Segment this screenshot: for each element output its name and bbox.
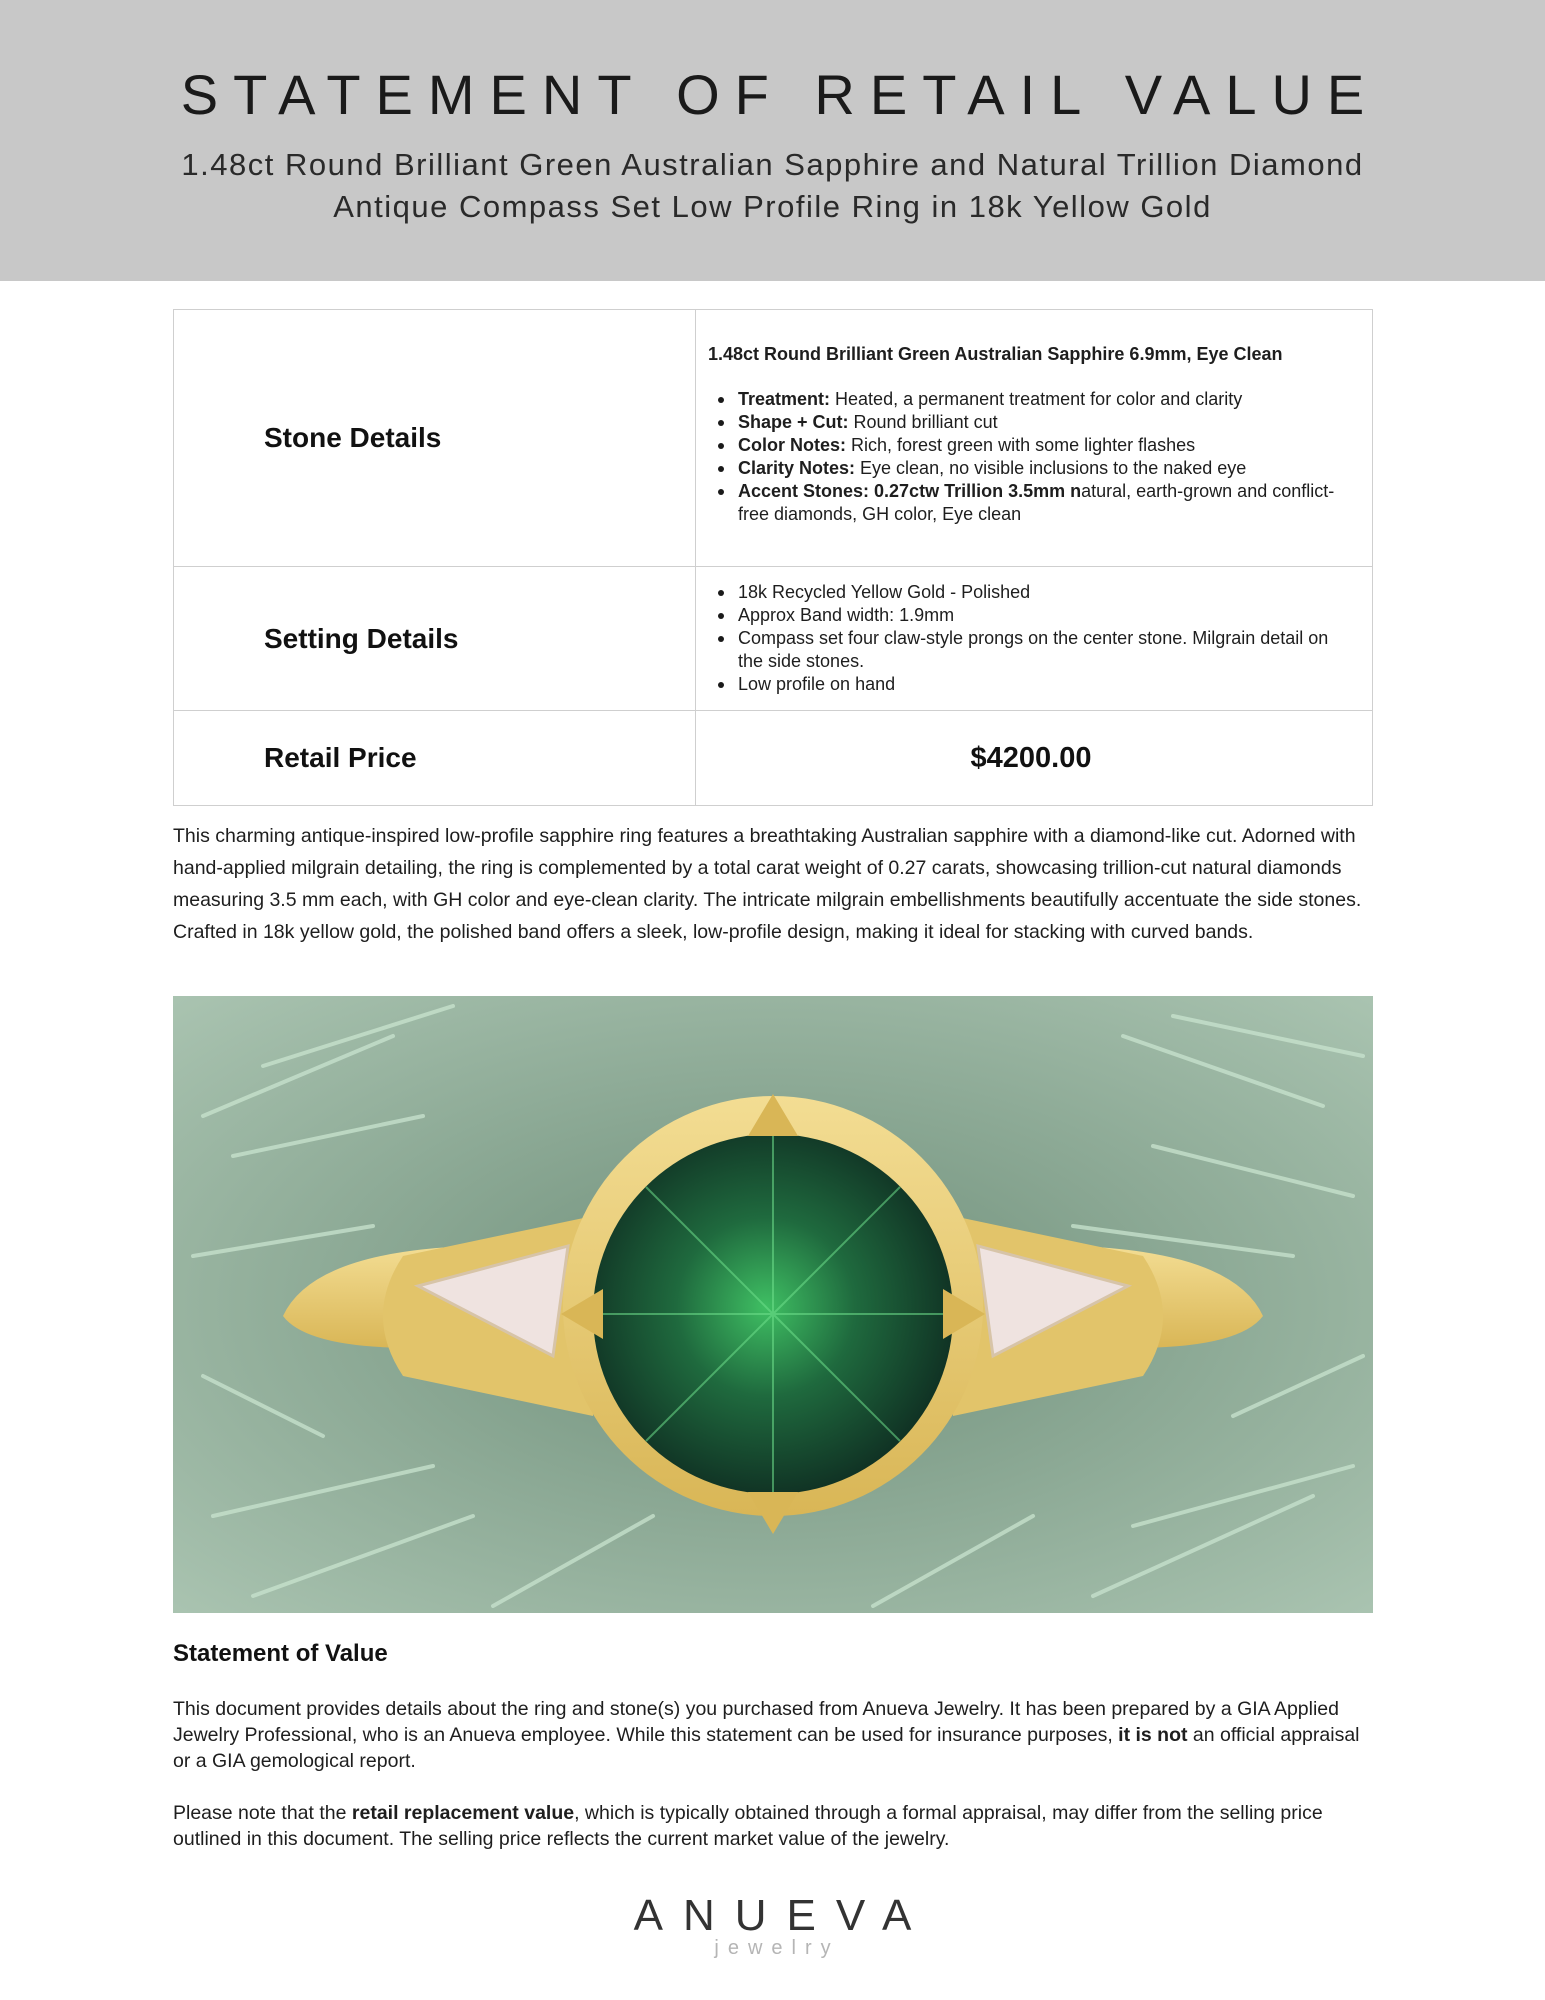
retail-price-row	[174, 711, 1373, 806]
document-title: STATEMENT OF RETAIL VALUE	[180, 63, 1380, 126]
bullet-text: Heated, a permanent treatment for color and clarity	[830, 388, 1243, 409]
retail-price-label: Retail Price	[174, 711, 696, 806]
bullet-key: Accent Stones: 0.27ctw Trillion 3.5mm n	[738, 480, 1082, 501]
statement-paragraph-1	[173, 1696, 1378, 1774]
statement-text: This document provides details about the ring and stone(s) you purchased from Anueva Jewelry. It has been prepared by a GIA Applied Jewelry Professional, who is an Anueva employee. While this statement can be used for insurance purposes,	[173, 1698, 1339, 1746]
bullet-text: Eye clean, no visible inclusions to the naked eye	[855, 457, 1247, 478]
anueva-logo	[0, 1892, 1545, 1958]
setting-details-content	[696, 567, 1373, 711]
ring-photo-illustration	[173, 996, 1373, 1613]
setting-bullet-item: Approx Band width: 1.9mm	[726, 604, 1354, 627]
details-table	[173, 309, 1373, 806]
statement-text: , which is typically obtained through a formal appraisal, may differ from the selling price outlined in this document. The selling price reflects the current market value of the jewelry.	[173, 1802, 1323, 1850]
stone-bullet-item	[726, 388, 1354, 411]
ring-photo	[173, 996, 1373, 1613]
retail-price-value: $4200.00	[696, 711, 1373, 806]
setting-bullet-item: Low profile on hand	[726, 673, 1354, 696]
setting-bullet-item: 18k Recycled Yellow Gold - Polished	[726, 581, 1354, 604]
logo-name: ANUEVA	[633, 1891, 932, 1940]
setting-details-row	[174, 567, 1373, 711]
document-subtitle: 1.48ct Round Brilliant Green Australian Sapphire and Natural Trillion Diamond Antique Compass Set Low Profile Ring in 18k Yellow Gold	[181, 147, 1364, 224]
stone-heading: 1.48ct Round Brilliant Green Australian Sapphire 6.9mm, Eye Clean	[708, 343, 1283, 364]
statement-text: an official appraisal or a GIA gemological report.	[173, 1724, 1360, 1772]
statement-paragraph-2	[173, 1800, 1378, 1852]
header-band	[0, 0, 1545, 281]
bullet-key: Color Notes:	[738, 434, 846, 455]
stone-bullet-item	[726, 411, 1354, 434]
bullet-key: Shape + Cut:	[738, 411, 849, 432]
setting-bullet-list	[726, 581, 1354, 696]
stone-bullet-item	[726, 434, 1354, 457]
setting-details-label: Setting Details	[174, 567, 696, 711]
statement-of-value-heading: Statement of Value	[173, 1640, 388, 1667]
bullet-key: Clarity Notes:	[738, 457, 856, 478]
stone-details-row	[174, 310, 1373, 567]
stone-bullet-list	[726, 388, 1354, 526]
logo-tagline: jewelry	[714, 1937, 840, 1959]
statement-emphasis: retail replacement value	[351, 1802, 575, 1824]
bullet-text: atural, earth-grown and conflict-free diamonds, GH color, Eye clean	[738, 480, 1335, 524]
setting-bullet-item: Compass set four claw-style prongs on the center stone. Milgrain detail on the side stones.	[726, 627, 1354, 673]
statement-emphasis: it is not	[1118, 1724, 1188, 1746]
ring-description: This charming antique-inspired low-profile sapphire ring features a breathtaking Australian sapphire with a diamond-like cut. Adorned with hand-applied milgrain detailing, the ring is complemented by a total carat weight of 0.27 carats, showcasing trillion-cut natural diamonds measuring 3.5 mm each, with GH color and eye-clean clarity. The intricate milgrain embellishments beautifully accentuate the side stones. Crafted in 18k yellow gold, the polished band offers a sleek, low-profile design, making it ideal for stacking with curved bands.	[173, 825, 1362, 943]
bullet-text: Rich, forest green with some lighter flashes	[846, 434, 1196, 455]
stone-details-content	[696, 310, 1373, 567]
bullet-text: Round brilliant cut	[848, 411, 998, 432]
stone-bullet-item	[726, 480, 1354, 526]
stone-details-label: Stone Details	[174, 310, 696, 567]
stone-bullet-item	[726, 457, 1354, 480]
statement-text: Please note that the	[173, 1802, 352, 1824]
bullet-key: Treatment:	[738, 388, 831, 409]
